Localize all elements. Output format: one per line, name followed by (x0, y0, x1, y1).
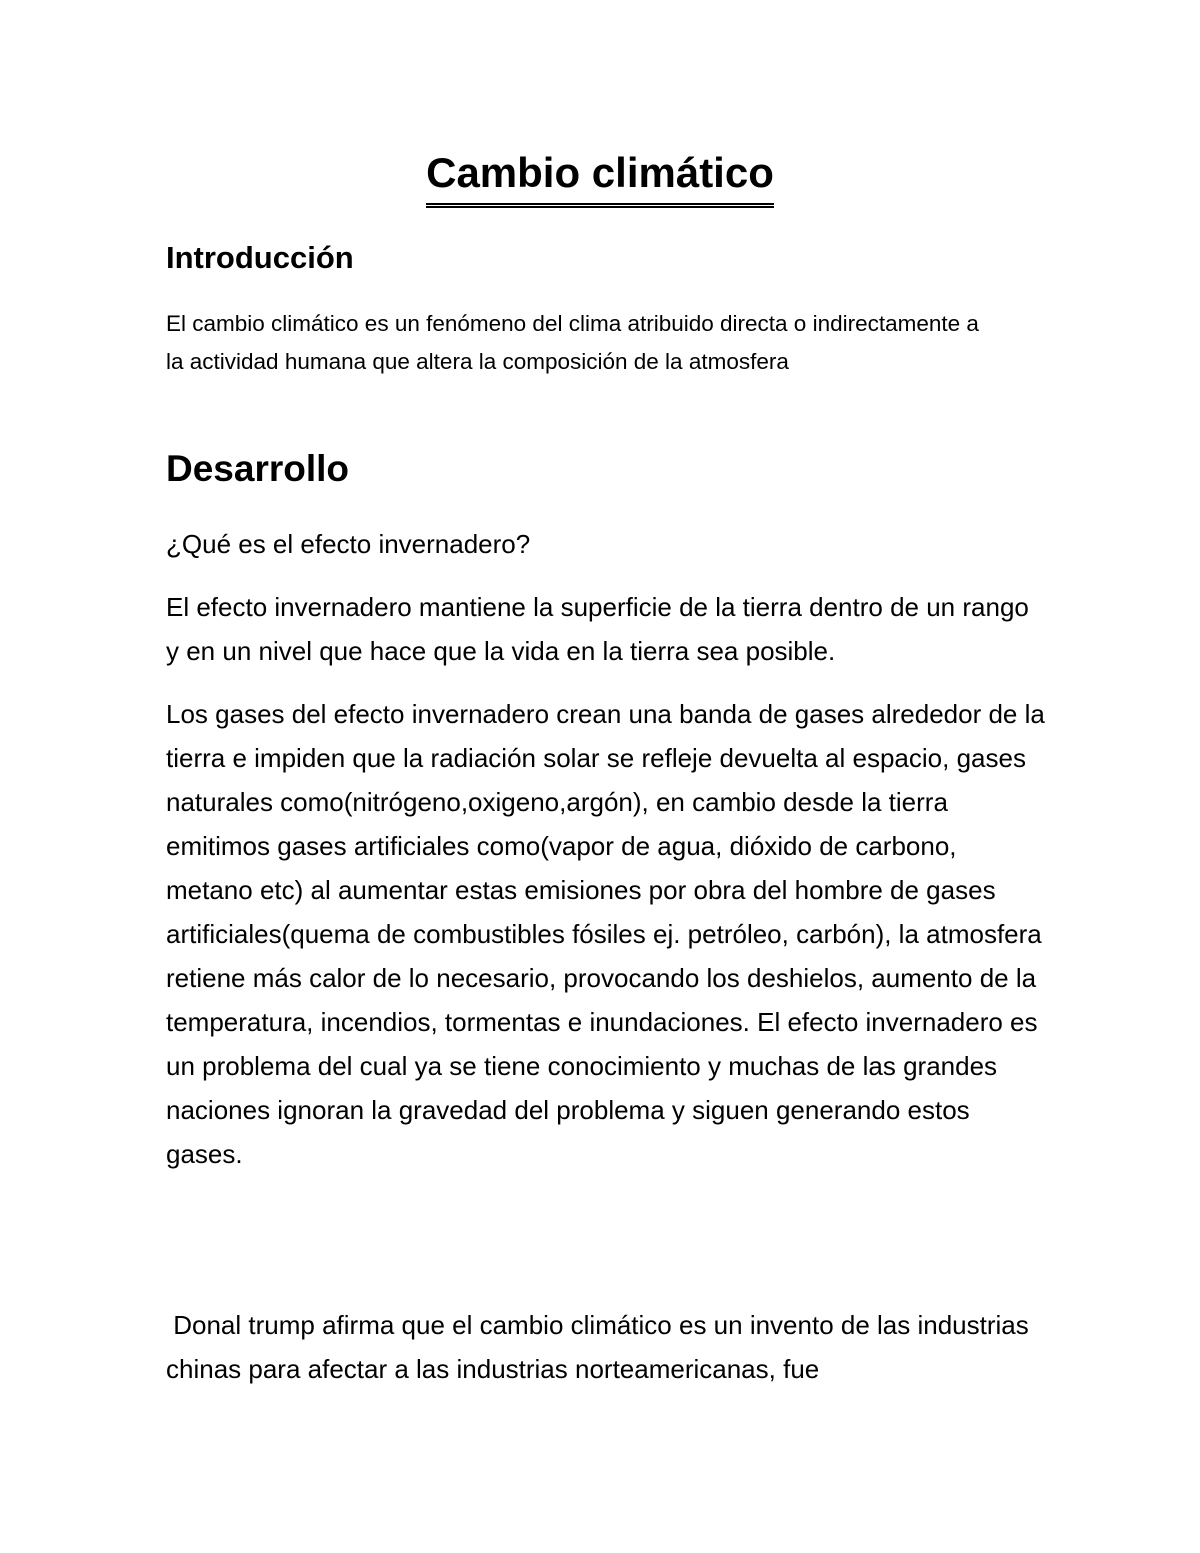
introduction-text: El cambio climático es un fenómeno del clima atribuido directa o indirectamente a la actividad humana que altera la composición de la atmosfera (166, 311, 979, 374)
introduction-heading: Introducción (166, 240, 354, 275)
development-heading: Desarrollo (166, 448, 350, 489)
development-paragraph-3: Donal trump afirma que el cambio climático es un invento de las industrias chinas para afectar a las industrias norteamericanas, fue (166, 1310, 1036, 1384)
document-title (0, 142, 1200, 208)
document-title-text: Cambio climático (426, 145, 774, 208)
development-paragraph-1: El efecto invernadero mantiene la superficie de la tierra dentro de un rango y en un nivel que hace que la vida en la tierra sea posible. (166, 592, 1029, 666)
greenhouse-question: ¿Qué es el efecto invernadero? (166, 529, 531, 559)
development-paragraph-2: Los gases del efecto invernadero crean una banda de gases alrededor de la tierra e impiden que la radiación solar se refleje devuelta al espacio, gases naturales como(nitrógeno,oxigeno,argón), en cambio desde la tierra emitimos gases artificiales como(vapor de agua, dióxido de carbono, metano etc) al aumentar estas emisiones por obra del hombre de gases artificiales(quema de combustibles fósiles ej. petróleo, carbón), la atmosfera retiene más calor de lo necesario, provocando los deshielos, aumento de la temperatura, incendios, tormentas e inundaciones. El efecto invernadero es un problema del cual ya se tiene conocimiento y muchas de las grandes naciones ignoran la gravedad del problema y siguen generando estos gases. (166, 699, 1045, 1169)
